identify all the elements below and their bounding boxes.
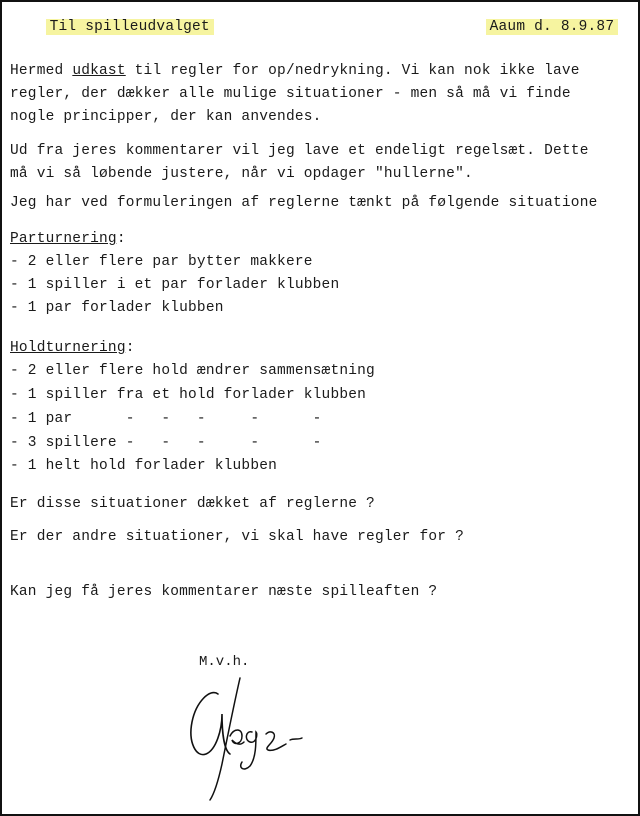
para2-line-1: Ud fra jeres kommentarer vil jeg lave et endeligt regelsæt. Dette [10,143,589,159]
team-heading [10,339,135,357]
recipient-text: Til spilleudvalget [46,19,214,35]
recipient-line [10,0,214,54]
team-item-4: - 3 spillere - - - - - [10,435,322,451]
pair-heading-text: Parturnering [10,231,117,247]
pair-item-2: - 1 spiller i et par forlader klubben [10,277,340,293]
intro-line-2: regler, der dækker alle mulige situationer - men så må vi finde [10,86,571,102]
question-1: Er disse situationer dækket af reglerne ? [10,496,375,512]
intro-underlined-word: udkast [72,63,126,79]
pair-heading [10,230,126,248]
team-item-5: - 1 helt hold forlader klubben [10,458,278,474]
team-item-3: - 1 par - - - - - [10,411,322,427]
team-item-1: - 2 eller flere hold ændrer sammensætning [10,363,375,379]
closing-text: M.v.h. [199,654,250,670]
intro-line-1 [10,62,580,80]
question-2: Er der andre situationer, vi skal have regler for ? [10,529,464,545]
pair-item-1: - 2 eller flere par bytter makkere [10,254,313,270]
place-date-line [450,0,618,54]
team-item-2: - 1 spiller fra et hold forlader klubben [10,387,367,403]
question-3: Kan jeg få jeres kommentarer næste spilleaften ? [10,584,438,600]
team-heading-colon: : [125,340,135,356]
place-date-text: Aaum d. 8.9.87 [486,19,619,35]
intro-line-3: nogle principper, der kan anvendes. [10,109,322,125]
handwritten-signature [182,674,322,804]
pair-heading-colon: : [116,231,126,247]
pair-item-3: - 1 par forlader klubben [10,300,224,316]
team-heading-text: Holdturnering [10,340,126,356]
para3-line: Jeg har ved formuleringen af reglerne tænkt på følgende situatione [10,195,598,211]
intro-text-b: til regler for op/nedrykning. Vi kan nok ikke lave [125,63,580,79]
intro-text-a: Hermed [10,63,73,79]
para2-line-2: må vi så løbende justere, når vi opdager "hullerne". [10,166,473,182]
